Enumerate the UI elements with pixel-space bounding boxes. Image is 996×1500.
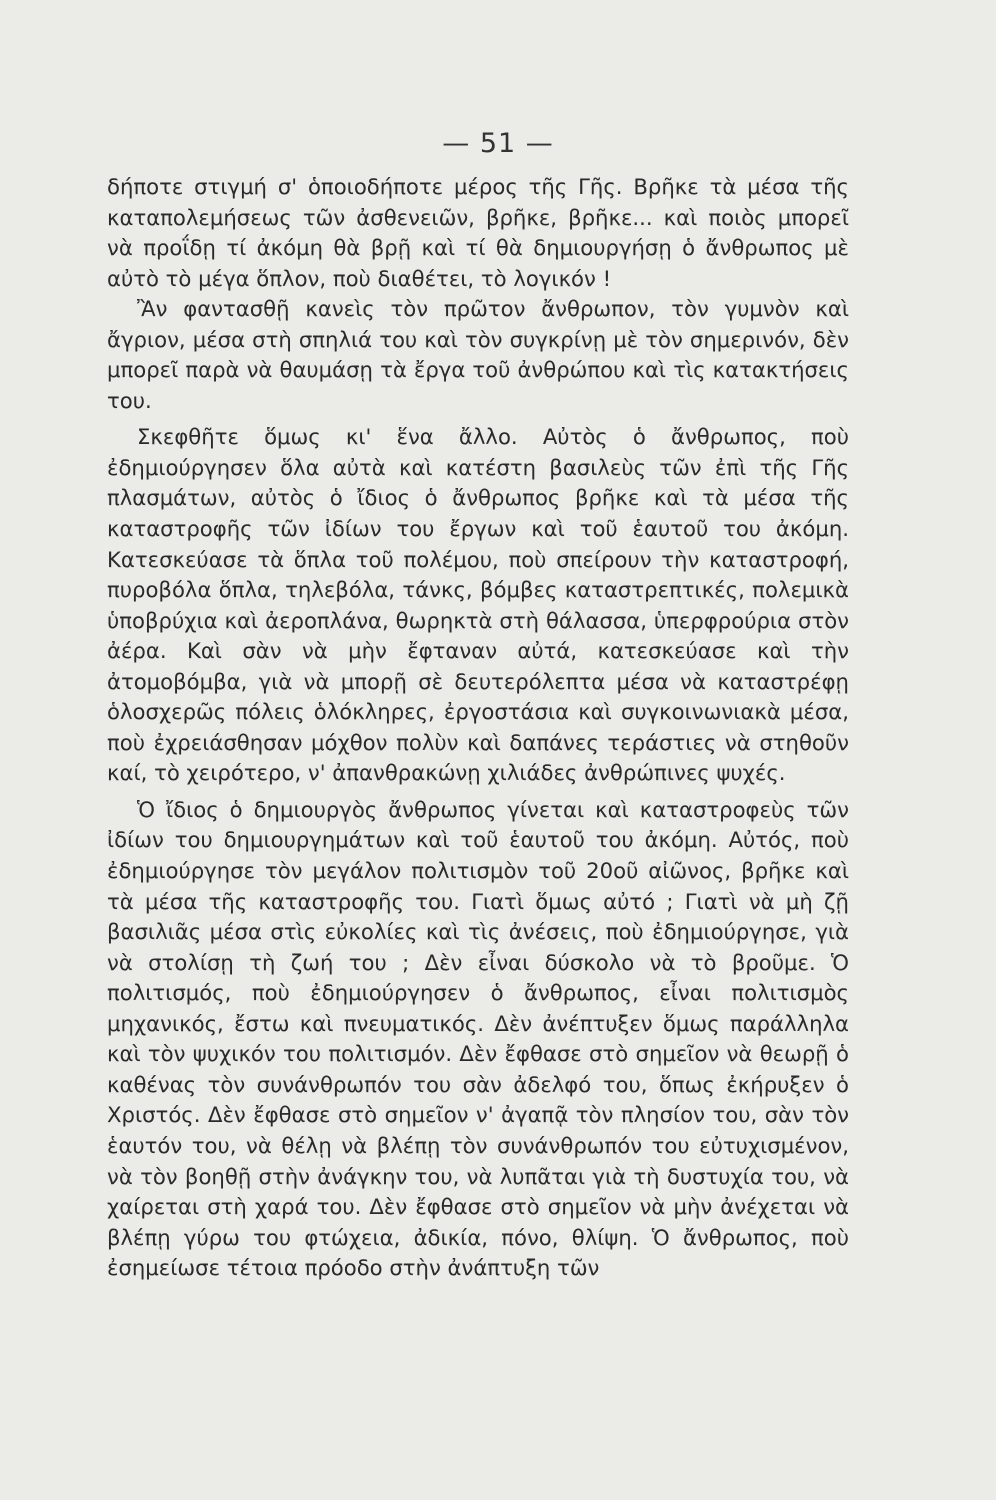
page-number: — 51 — — [442, 128, 554, 159]
body-text — [107, 172, 849, 1284]
paragraph: Σκεφθῆτε ὅμως κι' ἕνα ἄλλο. Αὐτὸς ὁ ἄνθρωπος, ποὺ ἐδημιούργησεν ὅλα αὐτὰ καὶ κατέστη βασιλεὺς τῶν ἐπὶ τῆς Γῆς πλασμάτων, αὐτὸς ὁ ἴδιος ὁ ἄνθρωπος βρῆκε καὶ τὰ μέσα τῆς καταστροφῆς τῶν ἰδίων του ἔργων καὶ τοῦ ἑαυτοῦ του ἀκόμη. Κατεσκεύασε τὰ ὅπλα τοῦ πολέμου, ποὺ σπείρουν τὴν καταστροφή, πυροβόλα ὅπλα, τηλεβόλα, τάνκς, βόμβες καταστρεπτικές, πολεμικὰ ὑποβρύχια καὶ ἀεροπλάνα, θωρηκτὰ στὴ θάλασσα, ὑπερφρούρια στὸν ἀέρα. Καὶ σὰν νὰ μὴν ἔφταναν αὐτά, κατεσκεύασε καὶ τὴν ἀτομοβόμβα, γιὰ νὰ μπορῇ σὲ δευτερόλεπτα μέσα νὰ καταστρέφῃ ὁλοσχερῶς πόλεις ὁλόκληρες, ἐργοστάσια καὶ συγκοινωνιακὰ μέσα, ποὺ ἐχρειάσθησαν μόχθον πολὺν καὶ δαπάνες τεράστιες νὰ στηθοῦν καί, τὸ χειρότερο, ν' ἀπανθρακώνῃ χιλιάδες ἀνθρώπινες ψυχές. — [107, 424, 849, 786]
paragraph-continuation: δήποτε στιγμή σ' ὁποιοδήποτε μέρος τῆς Γῆς. Βρῆκε τὰ μέσα τῆς καταπολεμήσεως τῶν ἀσθενειῶν, βρῆκε, βρῆκε... καὶ ποιὸς μπορεῖ νὰ προΐδῃ τί ἀκόμη θὰ βρῇ καὶ τί θὰ δημιουργήσῃ ὁ ἄνθρωπος μὲ αὐτὸ τὸ μέγα ὅπλον, ποὺ διαθέτει, τὸ λογικόν ! — [107, 174, 849, 291]
paragraph: Ὁ ἴδιος ὁ δημιουργὸς ἄνθρωπος γίνεται καὶ καταστροφεὺς τῶν ἰδίων του δημιουργημάτων καὶ τοῦ ἑαυτοῦ του ἀκόμη. Αὐτός, ποὺ ἐδημιούργησε τὸν μεγάλον πολιτισμὸν τοῦ 20οῦ αἰῶνος, βρῆκε καὶ τὰ μέσα τῆς καταστροφῆς του. Γιατὶ ὅμως αὐτό ; Γιατὶ νὰ μὴ ζῇ βασιλιᾶς μέσα στὶς εὐκολίες καὶ τὶς ἀνέσεις, ποὺ ἐδημιούργησε, γιὰ νὰ στολίσῃ τὴ ζωή του ; Δὲν εἶναι δύσκολο νὰ τὸ βροῦμε. Ὁ πολιτισμός, ποὺ ἐδημιούργησεν ὁ ἄνθρωπος, εἶναι πολιτισμὸς μηχανικός, ἔστω καὶ πνευματικός. Δὲν ἀνέπτυξεν ὅμως παράλληλα καὶ τὸν ψυχικόν του πολιτισμόν. Δὲν ἔφθασε στὸ σημεῖον νὰ θεωρῇ ὁ καθένας τὸν συνάνθρωπόν του σὰν ἀδελφό του, ὅπως ἐκήρυξεν ὁ Χριστός. Δὲν ἔφθασε στὸ σημεῖον ν' ἀγαπᾷ τὸν πλησίον του, σὰν τὸν ἑαυτόν του, νὰ θέλῃ νὰ βλέπῃ τὸν συνάνθρωπόν του εὐτυχισμένον, νὰ τὸν βοηθῇ στὴν ἀνάγκην του, νὰ λυπᾶται γιὰ τὴ δυστυχία του, νὰ χαίρεται στὴ χαρά του. Δὲν ἔφθασε στὸ σημεῖον νὰ μὴν ἀνέχεται νὰ βλέπῃ γύρω του φτώχεια, ἀδικία, πόνο, θλίψη. Ὁ ἄνθρωπος, ποὺ ἐσημείωσε τέτοια πρόοδο στὴν ἀνάπτυξη τῶν — [107, 796, 849, 1281]
paragraph: Ἂν φαντασθῇ κανεὶς τὸν πρῶτον ἄνθρωπον, τὸν γυμνὸν καὶ ἄγριον, μέσα στὴ σπηλιά του καὶ τὸν συγκρίνῃ μὲ τὸν σημερινόν, δὲν μπορεῖ παρὰ νὰ θαυμάσῃ τὰ ἔργα τοῦ ἀνθρώπου καὶ τὶς κατακτήσεις του. — [107, 296, 849, 413]
